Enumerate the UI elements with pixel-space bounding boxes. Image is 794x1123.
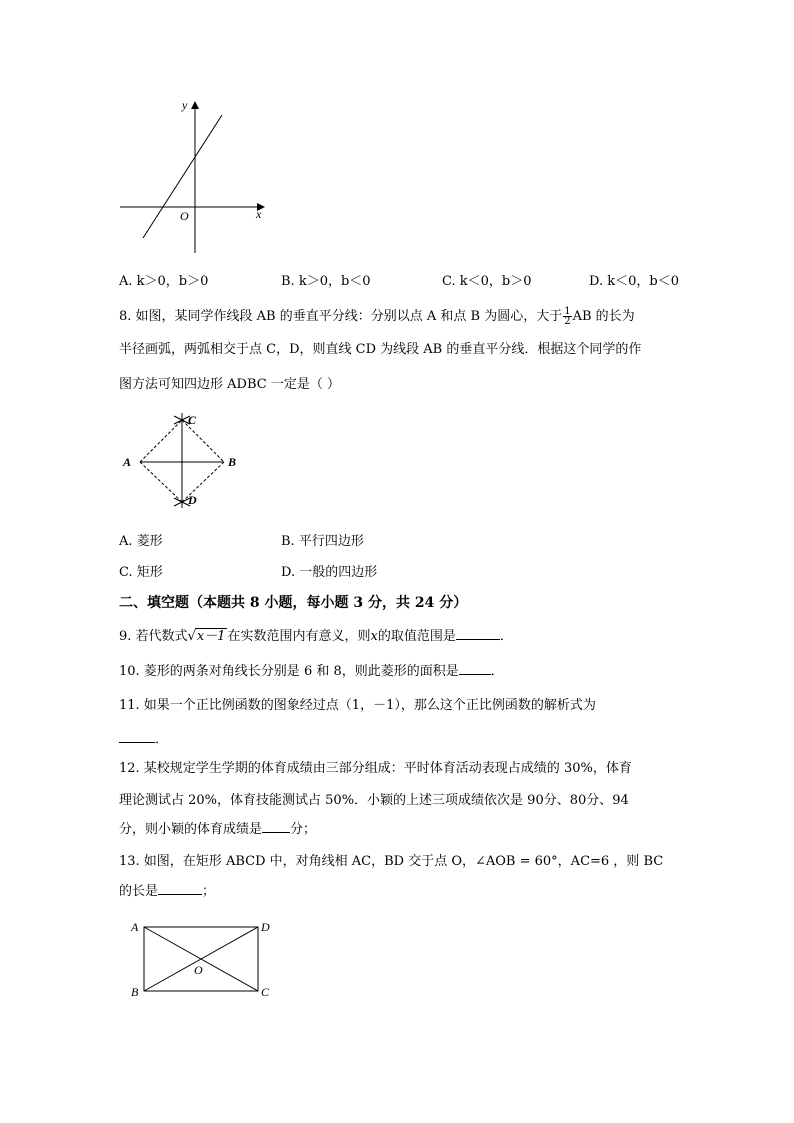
q13-text-a: 的长是	[119, 884, 159, 899]
q7-option-d: D. k＜0，b＜0	[589, 274, 679, 289]
label-a: A	[131, 920, 139, 934]
q8-option-b: B. 平行四边形	[281, 534, 364, 549]
q7-coordinate-figure	[110, 95, 270, 260]
x-axis-label: x	[256, 207, 262, 221]
q9-end: ．	[499, 629, 513, 644]
q10-text: 10. 菱形的两条对角线长分别是 6 和 8，则此菱形的面积是	[119, 664, 459, 679]
q13-line2	[119, 884, 215, 900]
q11-line1: 11. 如果一个正比例函数的图象经过点（1，－1），那么这个正比例函数的解析式为	[119, 698, 596, 713]
q11-end: ．	[155, 732, 169, 747]
q8-rhombus-figure	[118, 408, 248, 513]
q8-line3: 图方法可知四边形 ADBC 一定是（ ）	[119, 377, 340, 392]
q12-text-a: 分，则小颖的体育成绩是	[119, 822, 263, 837]
q7-option-c: C. k＜0，b＞0	[442, 274, 532, 289]
q9-prefix: 9. 若代数式	[119, 629, 188, 644]
q10-end: ．	[490, 664, 504, 679]
q13-text-b: ；	[202, 884, 216, 899]
q7-option-a: A. k＞0，b＞0	[119, 274, 209, 289]
q12-answer-blank[interactable]	[262, 832, 290, 833]
y-axis-label: y	[182, 98, 188, 112]
label-d: D	[261, 920, 270, 934]
q12-text-b: 分；	[290, 822, 317, 837]
q9-radicand: x－1	[196, 629, 226, 644]
q9-suffix-b: 的取值范围是	[377, 629, 456, 644]
q10	[119, 664, 504, 680]
q9	[119, 628, 513, 645]
label-b: B	[228, 455, 237, 469]
q8-line2: 半径画弧，两弧相交于点 C，D，则直线 CD 为线段 AB 的垂直平分线．根据这个同学的作	[119, 342, 642, 357]
label-c: C	[188, 413, 197, 427]
q13-line1: 13. 如图，在矩形 ABCD 中，对角线相 AC，BD 交于点 O，∠AOB = 60°，AC=6 ，则 BC	[119, 854, 664, 869]
q11-line2	[119, 732, 168, 748]
q13-rectangle-figure	[128, 916, 278, 1004]
q12-line2: 理论测试占 20%，体育技能测试占 50%．小颖的上述三项成绩依次是 90分、80分、94	[119, 793, 629, 808]
fraction-numerator: 1	[564, 306, 571, 317]
q7-option-b: B. k＞0，b＜0	[281, 274, 371, 289]
q12-line1: 12. 某校规定学生学期的体育成绩由三部分组成：平时体育活动表现占成绩的 30%，体育	[119, 761, 632, 776]
q9-var: x	[370, 629, 378, 644]
q10-answer-blank[interactable]	[459, 674, 491, 675]
label-a: A	[123, 455, 132, 469]
q8-option-a: A. 菱形	[119, 534, 163, 549]
label-b: B	[131, 985, 139, 999]
q8-text-a: 8. 如图，某同学作线段 AB 的垂直平分线：分别以点 A 和点 B 为圆心，大于	[119, 309, 563, 324]
q9-answer-blank[interactable]	[456, 639, 500, 640]
side-da	[140, 462, 182, 502]
label-d: D	[188, 493, 197, 507]
fraction-denominator: 2	[564, 316, 571, 327]
q8-fraction	[563, 307, 571, 326]
q11-answer-blank[interactable]	[119, 742, 155, 743]
label-o: O	[194, 963, 203, 977]
q9-suffix-a: 在实数范围内有意义，则	[227, 629, 371, 644]
q12-line3	[119, 822, 316, 838]
label-c: C	[261, 985, 270, 999]
sqrt-sign: √	[187, 629, 196, 644]
y-axis-arrow	[191, 101, 199, 109]
origin-label: O	[180, 209, 189, 223]
q8-line1	[119, 307, 635, 326]
section2-title: 二、填空题（本题共 8 小题，每小题 3 分，共 24 分）	[119, 595, 468, 611]
q8-option-d: D. 一般的四边形	[281, 565, 378, 580]
side-ac	[140, 420, 182, 462]
q8-option-c: C. 矩形	[119, 565, 163, 580]
q13-answer-blank[interactable]	[158, 894, 202, 895]
q8-text-b: AB 的长为	[572, 309, 635, 324]
